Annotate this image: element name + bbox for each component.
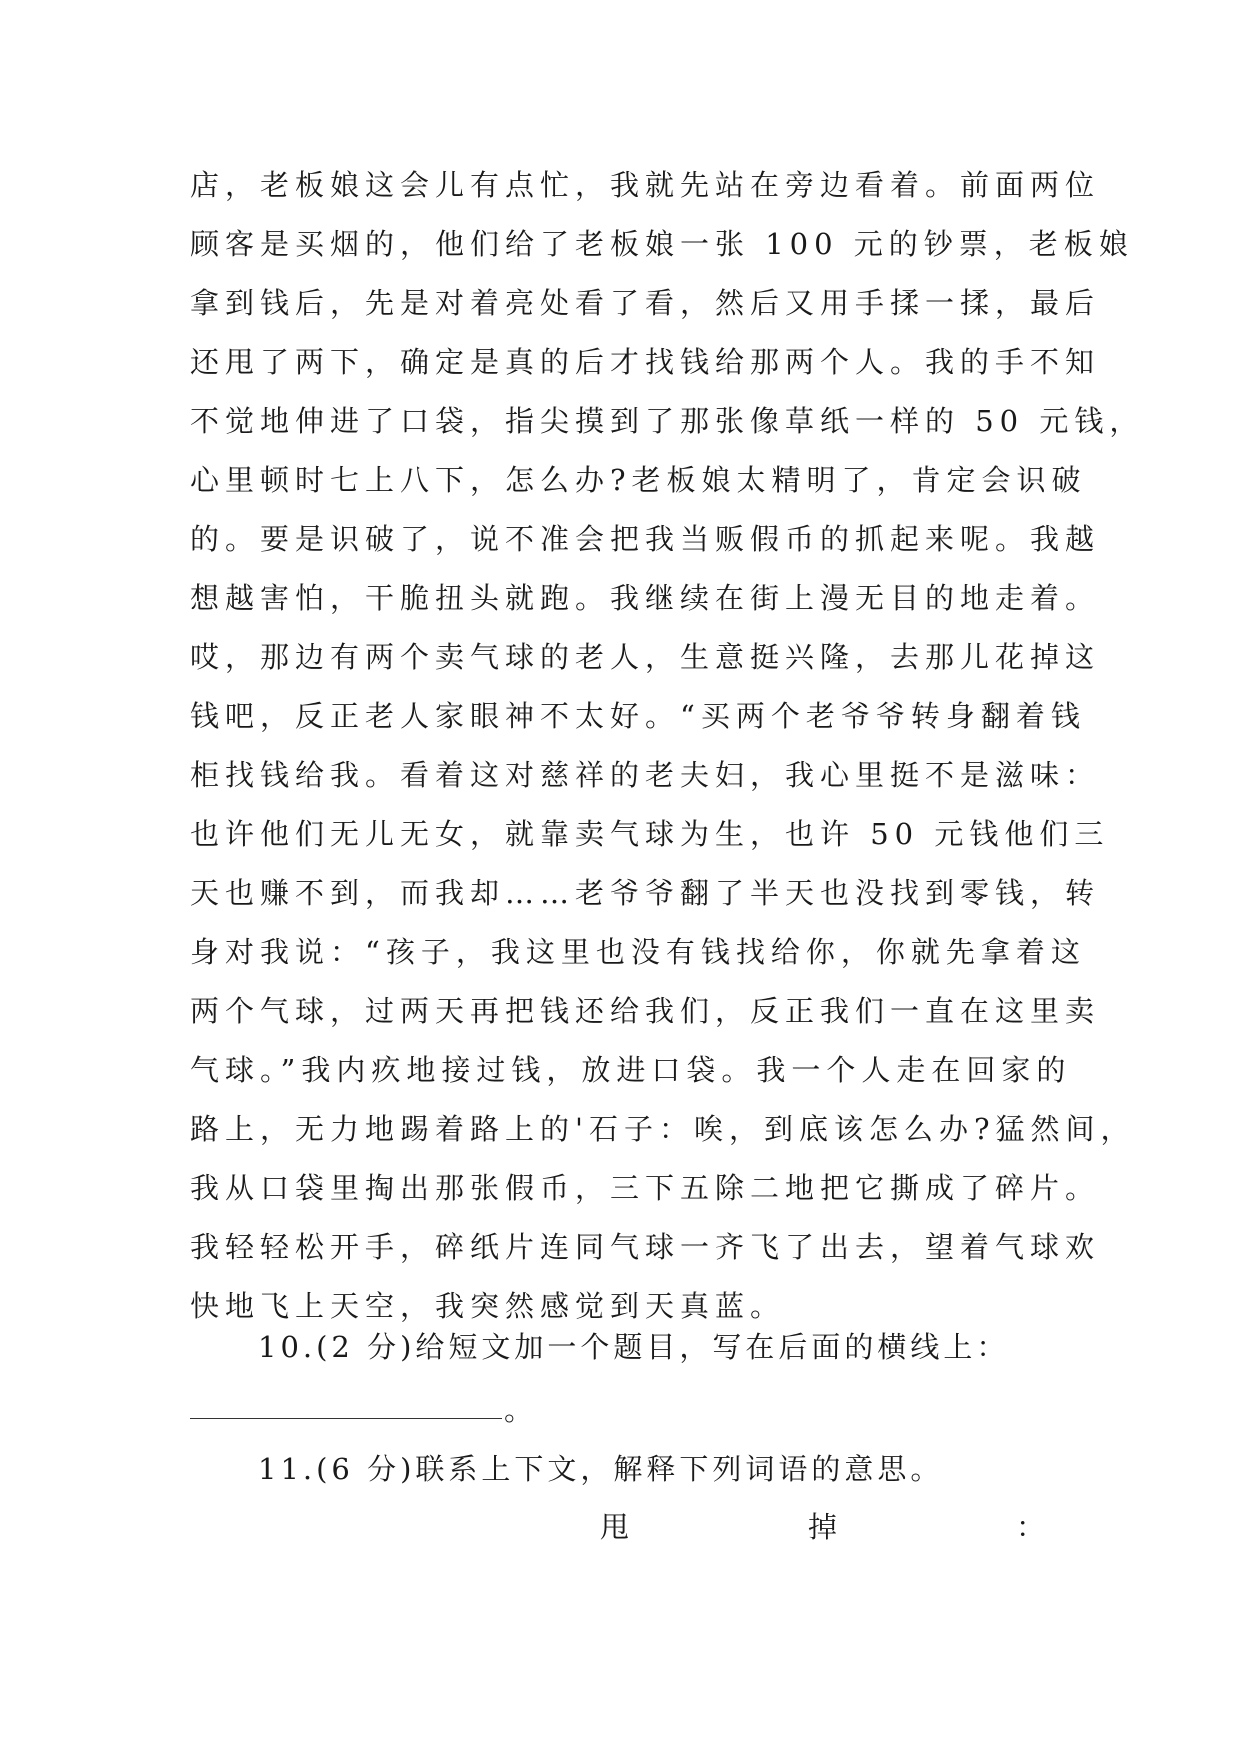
passage-line: 想越害怕，干脆扭头就跑。我继续在街上漫无目的地走着。 [190,581,1101,615]
term-diao: 掉 [808,1510,838,1544]
question-11: 11.(6 分)联系上下文，解释下列词语的意思。 [258,1452,944,1486]
passage-line: 哎，那边有两个卖气球的老人，生意挺兴隆，去那儿花掉这 [190,640,1101,674]
passage-line: 拿到钱后，先是对着亮处看了看，然后又用手揉一揉，最后 [190,286,1101,320]
passage-line: 还甩了两下，确定是真的后才找钱给那两个人。我的手不知 [190,345,1101,379]
passage-line: 路上，无力地踢着路上的'石子：唉，到底该怎么办?猛然间， [190,1112,1136,1146]
passage-line: 心里顿时七上八下，怎么办?老板娘太精明了，肯定会识破 [190,463,1087,497]
reading-passage [190,156,1145,1336]
passage-line: 快地飞上天空，我突然感觉到天真蓝。 [190,1289,786,1323]
question-10: 10.(2 分)给短文加一个题目，写在后面的横线上： [258,1330,1010,1364]
passage-line: 气球。”我内疚地接过钱，放进口袋。我一个人走在回家的 [190,1053,1072,1087]
passage-line: 不觉地伸进了口袋，指尖摸到了那张像草纸一样的 50 元钱， [190,404,1145,438]
term-shuai: 甩 [600,1510,630,1544]
passage-line: 钱吧，反正老人家眼神不太好。“买两个老爷爷转身翻着钱 [190,699,1086,733]
passage-line: 顾客是买烟的，他们给了老板娘一张 100 元的钞票，老板娘 [190,227,1134,261]
passage-line: 也许他们无儿无女，就靠卖气球为生，也许 50 元钱他们三 [190,817,1110,851]
passage-line: 身对我说：“孩子，我这里也没有钱找给你，你就先拿着这 [190,935,1086,969]
passage-line: 我从口袋里掏出那张假币，三下五除二地把它撕成了碎片。 [190,1171,1101,1205]
passage-line: 两个气球，过两天再把钱还给我们，反正我们一直在这里卖 [190,994,1101,1028]
answer-period: 。 [504,1393,534,1427]
passage-line: 柜找钱给我。看着这对慈祥的老夫妇，我心里挺不是滋味： [190,758,1101,792]
term-colon: ： [1016,1510,1046,1544]
passage-line: 的。要是识破了，说不准会把我当贩假币的抓起来呢。我越 [190,522,1101,556]
passage-line: 我轻轻松开手，碎纸片连同气球一齐飞了出去，望着气球欢 [190,1230,1101,1264]
title-answer-blank[interactable] [190,1418,502,1419]
passage-line: 天也赚不到，而我却……老爷爷翻了半天也没找到零钱，转 [190,876,1101,910]
passage-line: 店，老板娘这会儿有点忙，我就先站在旁边看着。前面两位 [190,168,1101,202]
